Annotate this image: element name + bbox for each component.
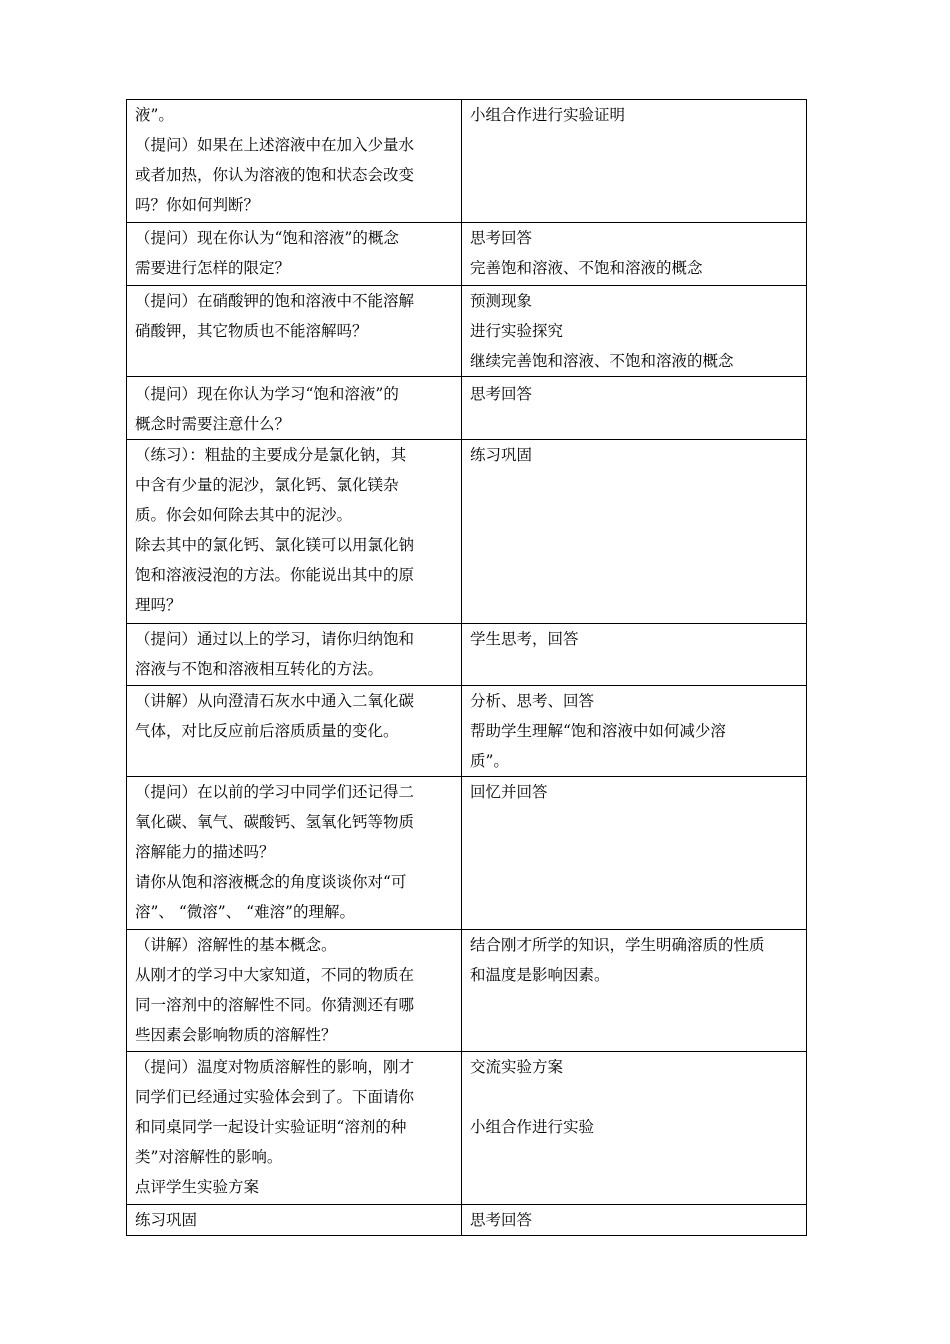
student-activity-cell (462, 624, 807, 686)
teacher-activity-cell (127, 286, 462, 377)
cell-line (470, 1082, 798, 1112)
cell-line: （讲解）从向澄清石灰水中通入二氧化碳 (135, 692, 415, 710)
cell-line: 交流实验方案 (470, 1058, 564, 1076)
table-row (127, 223, 807, 286)
table-row (127, 777, 807, 930)
student-activity-cell (462, 286, 807, 377)
cell-line: 溶”、 “微溶”、 “难溶”的理解。 (135, 903, 355, 921)
cell-line: 气体，对比反应前后溶质质量的变化。 (135, 722, 399, 740)
cell-line: （提问）现在你认为“饱和溶液”的概念 (135, 229, 399, 247)
cell-line: 需要进行怎样的限定？ (135, 259, 291, 277)
teacher-activity-cell (127, 223, 462, 286)
teacher-activity-cell (127, 377, 462, 440)
lesson-plan-table (126, 99, 807, 1236)
cell-line: （提问）通过以上的学习，请你归纳饱和 (135, 630, 415, 648)
cell-line: 饱和溶液浸泡的方法。你能说出其中的原 (135, 566, 415, 584)
student-activity-cell (462, 1052, 807, 1205)
cell-line: 继续完善饱和溶液、不饱和溶液的概念 (470, 352, 734, 370)
cell-line: 完善饱和溶液、不饱和溶液的概念 (470, 259, 703, 277)
cell-line: 些因素会影响物质的溶解性？ (135, 1026, 337, 1044)
student-activity-cell (462, 440, 807, 624)
cell-line: 硝酸钾，其它物质也不能溶解吗？ (135, 322, 368, 340)
student-activity-cell (462, 1205, 807, 1236)
cell-line: 概念时需要注意什么？ (135, 415, 291, 433)
cell-line: 吗？你如何判断？ (135, 196, 260, 214)
teacher-activity-cell (127, 1205, 462, 1236)
teacher-activity-cell (127, 686, 462, 777)
student-activity-cell (462, 930, 807, 1052)
student-activity-cell (462, 377, 807, 440)
table-row (127, 930, 807, 1052)
cell-line: 练习巩固 (470, 446, 533, 464)
student-activity-cell (462, 223, 807, 286)
cell-line: 溶解能力的描述吗？ (135, 843, 275, 861)
cell-line: 理吗？ (135, 596, 182, 614)
cell-line: 和温度是影响因素。 (470, 966, 610, 984)
cell-line: （练习）：粗盐的主要成分是氯化钠，其 (135, 446, 407, 464)
cell-line: 小组合作进行实验证明 (470, 106, 626, 124)
teacher-activity-cell (127, 777, 462, 930)
table-row (127, 686, 807, 777)
cell-line: （提问）如果在上述溶液中在加入少量水 (135, 136, 415, 154)
cell-line: 或者加热，你认为溶液的饱和状态会改变 (135, 166, 415, 184)
cell-line: 预测现象 (470, 292, 533, 310)
teacher-activity-cell (127, 1052, 462, 1205)
cell-line: 液”。 (135, 106, 174, 124)
table-row (127, 377, 807, 440)
cell-line: 氧化碳、氧气、碳酸钙、氢氧化钙等物质 (135, 813, 415, 831)
cell-line: 思考回答 (470, 385, 533, 403)
cell-line: （提问）现在你认为学习“饱和溶液”的 (135, 385, 399, 403)
table-body (127, 100, 807, 1236)
cell-line: 点评学生实验方案 (135, 1178, 260, 1196)
cell-line: （提问）在硝酸钾的饱和溶液中不能溶解 (135, 292, 415, 310)
cell-line: 思考回答 (470, 229, 533, 247)
cell-line: 请你从饱和溶液概念的角度谈谈你对“可 (135, 873, 407, 891)
table-row (127, 440, 807, 624)
cell-line: 结合刚才所学的知识，学生明确溶质的性质 (470, 936, 765, 954)
table-row (127, 1205, 807, 1236)
student-activity-cell (462, 686, 807, 777)
cell-line: （提问）在以前的学习中同学们还记得二 (135, 783, 415, 801)
table-row (127, 1052, 807, 1205)
student-activity-cell (462, 777, 807, 930)
cell-line: 思考回答 (470, 1211, 533, 1229)
teacher-activity-cell (127, 624, 462, 686)
teacher-activity-cell (127, 440, 462, 624)
cell-line: （讲解）溶解性的基本概念。 (135, 936, 337, 954)
cell-line: 学生思考，回答 (470, 630, 579, 648)
cell-line: 同一溶剂中的溶解性不同。你猜测还有哪 (135, 996, 415, 1014)
teacher-activity-cell (127, 930, 462, 1052)
table-row (127, 286, 807, 377)
cell-line: 质”。 (470, 752, 509, 770)
cell-line: 小组合作进行实验 (470, 1118, 595, 1136)
cell-line: 溶液与不饱和溶液相互转化的方法。 (135, 660, 384, 678)
table-row (127, 100, 807, 223)
teacher-activity-cell (127, 100, 462, 223)
cell-line: 练习巩固 (135, 1211, 198, 1229)
cell-line: 同学们已经通过实验体会到了。下面请你 (135, 1088, 415, 1106)
cell-line: 分析、思考、回答 (470, 692, 595, 710)
cell-line: 和同桌同学一起设计实验证明“溶剂的种 (135, 1118, 407, 1136)
cell-line: 除去其中的氯化钙、氯化镁可以用氯化钠 (135, 536, 415, 554)
table-row (127, 624, 807, 686)
cell-line: 从刚才的学习中大家知道，不同的物质在 (135, 966, 415, 984)
cell-line: （提问）温度对物质溶解性的影响，刚才 (135, 1058, 415, 1076)
cell-line: 类”对溶解性的影响。 (135, 1148, 283, 1166)
student-activity-cell (462, 100, 807, 223)
cell-line: 回忆并回答 (470, 783, 548, 801)
cell-line: 质。你会如何除去其中的泥沙。 (135, 506, 353, 524)
cell-line: 中含有少量的泥沙，氯化钙、氯化镁杂 (135, 476, 399, 494)
cell-line: 进行实验探究 (470, 322, 564, 340)
cell-line: 帮助学生理解“饱和溶液中如何减少溶 (470, 722, 726, 740)
